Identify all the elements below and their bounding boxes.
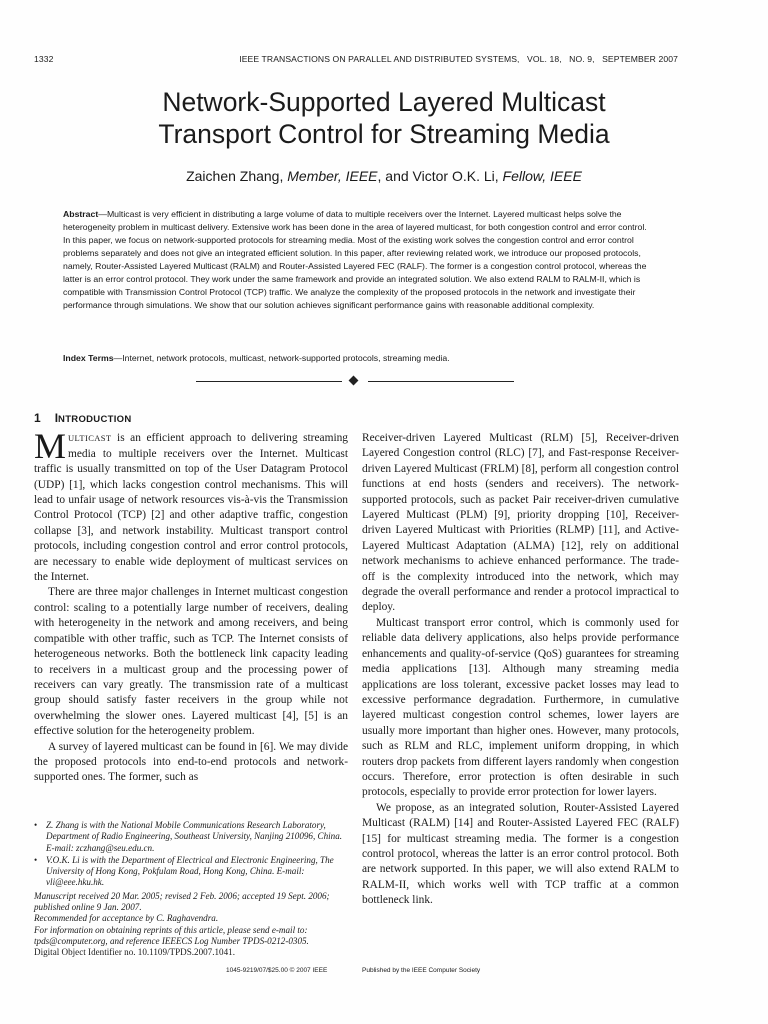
footnote-text: V.O.K. Li is with the Department of Electrical and Electronic Engineering, The University of Hong Kong, Pokfulam Road, Hong Kong, China. E-mail: vli@eee.hku.hk. bbox=[46, 854, 334, 888]
paragraph-text: is an efficient approach to delivering streaming media to multiple receivers over the Internet. Multicast traffic is usually transmitted on top of the User Datagram Protocol (UDP) [1], which lacks congestion control mechanisms. This will lead to unfair usage of network resources vis-à-vis the Transmission Control Protocol (TCP) [2] and other adaptive traffic, congestion collapse [3], and network instability. Multicast transport control protocols, including congestion control and error control protocols, are necessary to enable wide deployment of multicast services on the Internet. bbox=[34, 432, 348, 584]
author-1-name: Zaichen Zhang, bbox=[186, 168, 288, 184]
title-line-2: Transport Control for Streaming Media bbox=[158, 119, 610, 149]
journal-header: IEEE TRANSACTIONS ON PARALLEL AND DISTRIBUTED SYSTEMS, VOL. 18, NO. 9, SEPTEMBER 2007 bbox=[239, 54, 678, 64]
reprint-info: For information on obtaining reprints of this article, please send e-mail to: tpds@computer.org, and reference IEEECS Log Number TPDS-0212-0305. bbox=[34, 924, 309, 946]
author-2-name: , and Victor O.K. Li, bbox=[377, 168, 503, 184]
author-2-role: Fellow, IEEE bbox=[502, 168, 582, 184]
bullet-icon: • bbox=[34, 820, 38, 830]
divider-line-right bbox=[368, 381, 514, 382]
drop-cap: M bbox=[34, 426, 67, 467]
footnote bbox=[34, 820, 348, 854]
index-terms bbox=[63, 353, 653, 363]
publisher-line: Published by the IEEE Computer Society bbox=[362, 967, 481, 974]
smallcaps-word: ULTICAST bbox=[68, 433, 112, 444]
running-header bbox=[34, 54, 678, 64]
manuscript-dates: Manuscript received 20 Mar. 2005; revised 2 Feb. 2006; accepted 19 Sept. 2006; published online 9 Jan. 2007. bbox=[34, 890, 330, 913]
paper-title bbox=[60, 86, 708, 150]
bullet-icon: • bbox=[34, 854, 38, 865]
author-line bbox=[60, 168, 708, 184]
diamond-ornament-icon bbox=[349, 376, 359, 386]
section-number: 1 bbox=[34, 411, 41, 425]
footnotes bbox=[34, 820, 348, 959]
recommendation: Recommended for acceptance by C. Raghavendra. bbox=[34, 913, 219, 924]
paragraph: Receiver-driven Layered Multicast (RLM) [5], Receiver-driven Layered Congestion control (RLC) [7], and Fast-response Receiver-driven Layered Multicast (FRLM) [8], perform all congestion control functions at end hosts (senders and receivers). The network-supported protocols, such as packet Pair receiver-driven cumulative Layered Multicast (PLM) [9], priority dropping [10], Receiver-driven Layered Multicast with Priorities (RLMP) [11], and Active-Layered Multicast Adaptation (ALMA) [12], rely on additional network mechanisms to achieve enhanced performance. The trade-off is the complexity introduced into the network, which may degrade the overall performance and render a protocol impractical to deploy. bbox=[362, 432, 679, 614]
section-title-initial: I bbox=[54, 411, 59, 425]
paragraph bbox=[34, 426, 348, 585]
section-title-rest: NTRODUCTION bbox=[58, 414, 132, 425]
paragraph: We propose, as an integrated solution, Router-Assisted Layered Multicast (RALM) [14] and Router-Assisted Layered FEC (RALF) [15] for multicast streaming media. The former is a congestion control protocol, whereas the latter is an error control protocol. Both are network supported. In this paper, we will also extend RALM to RALM-II, which works well with TCP traffic at a common bottleneck link. bbox=[362, 801, 679, 907]
index-terms-label: Index Terms bbox=[63, 353, 114, 363]
section-heading bbox=[34, 411, 348, 427]
left-column bbox=[34, 411, 348, 786]
index-terms-text: —Internet, network protocols, multicast, network-supported protocols, streaming media. bbox=[113, 353, 450, 363]
title-line-1: Network-Supported Layered Multicast bbox=[162, 87, 606, 117]
section-divider bbox=[196, 376, 514, 386]
author-1-role: Member, IEEE bbox=[287, 168, 378, 184]
footnote bbox=[34, 855, 348, 889]
divider-line-left bbox=[196, 381, 342, 382]
footnote-text: Z. Zhang is with the National Mobile Communications Research Laboratory, Department of Radio Engineering, Southeast University, Nanjing 210096, China. E-mail: zczhang@seu.edu.cn. bbox=[46, 820, 343, 853]
paragraph: There are three major challenges in Internet multicast congestion control: scaling to a potentially large number of receivers, dealing with heterogeneity in the network and among receivers, and being compatible with other traffic, such as TCP. The Internet consists of heterogeneous networks. Both the bottleneck link capacity leading to receivers in a multicast group and the processing power of receivers can vary greatly. The transmission rate of a multicast group should satisfy faster receivers in the group while not overwhelming the slower ones. Layered multicast [4], [5] is an effective solution for the heterogeneity problem. bbox=[34, 586, 348, 738]
abstract-label: Abstract bbox=[63, 209, 99, 219]
copyright-line: 1045-9219/07/$25.00 © 2007 IEEE bbox=[226, 967, 328, 974]
right-column bbox=[362, 431, 679, 909]
paragraph: A survey of layered multicast can be found in [6]. We may divide the proposed protocols into end-to-end protocols and network-supported ones. The former, such as bbox=[34, 740, 348, 784]
abstract bbox=[63, 208, 653, 312]
abstract-text: —Multicast is very efficient in distributing a large volume of data to multiple receivers over the Internet. Layered multicast helps solve the heterogeneity problem in multicast delivery. Extensive work has been done in the area of layered multicast, for both congestion control and error control. In this paper, we focus on network-supported protocols for streaming media. Most of the existing work solves the congestion control and error control problems separately and does not give an integrated efficient solution. In this paper, after reviewing related work, we introduce our proposed protocols, namely, Router-Assisted Layered Multicast (RALM) and Router-Assisted Layered FEC (RALF). The former is a congestion control protocol, whereas the latter is an error control protocol. They work under the same framework and provide an integrated solution. We also extend RALM to RALM-II, which is compatible with Transmission Control Protocol (TCP) traffic. We analyze the complexity of the proposed protocols in the network and investigate their performance through simulations. We show that our solution achieves significant performance gains with reasonable additional complexity. bbox=[63, 209, 647, 310]
page-number: 1332 bbox=[34, 54, 54, 64]
doi: Digital Object Identifier no. 10.1109/TPDS.2007.1041. bbox=[34, 947, 235, 958]
paragraph: Multicast transport error control, which is commonly used for reliable data delivery applications, also helps provide performance enhancements and quality-of-service (QoS) guarantees for streaming media applications [13]. Although many streaming media applications are loss tolerant, excessive packet losses may lead to excessive performance degradation. Furthermore, in cumulative layered multicast congestion control schemes, lower layers are usually more important than higher ones. However, many protocols, such as RLM and RLC, implement uniform dropping, in which routers drop packets from different layers randomly when congestion occurs. Therefore, error protection is often desirable in such protocols, especially to provide error protection for lower layers. bbox=[362, 616, 679, 799]
